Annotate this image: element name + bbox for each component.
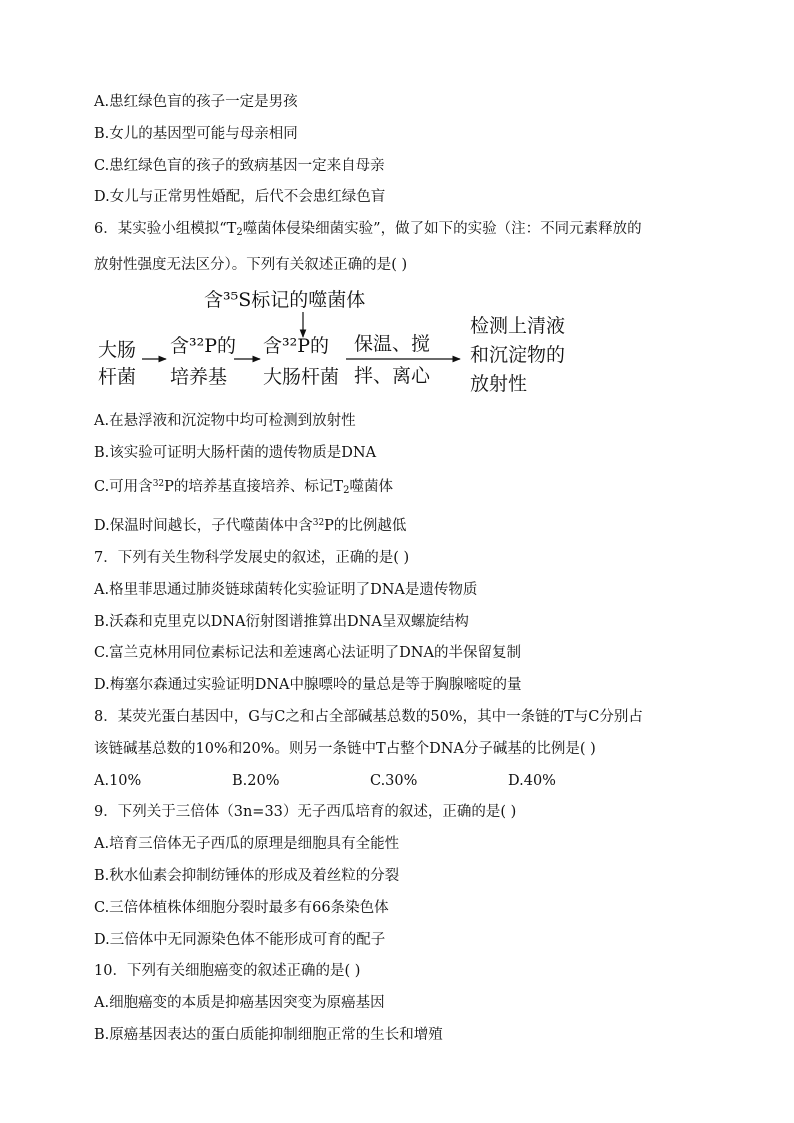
- q8-option-b: B.20%: [232, 772, 280, 789]
- q5-option-c: C.患红绿色盲的孩子的致病基因一定来自母亲: [94, 157, 385, 174]
- q8-stem-line2: 该链碱基总数的10%和20%。则另一条链中T占整个DNA分子碱基的比例是( ): [94, 740, 596, 757]
- experiment-flow-diagram: [94, 286, 714, 402]
- q9-option-a: A.培育三倍体无子西瓜的原理是细胞具有全能性: [94, 836, 400, 853]
- q5-option-a: A.患红绿色盲的孩子一定是男孩: [94, 94, 298, 110]
- q8-option-c: C.30%: [370, 772, 418, 789]
- step5-line2: 和沉淀物的: [470, 343, 566, 366]
- q7-option-d: D.梅塞尔森通过实验证明DNA中腺嘌呤的量总是等于胸腺嘧啶的量: [94, 677, 522, 694]
- step3-line1: 含³²P的: [263, 334, 330, 357]
- step3-line2: 大肠杆菌: [263, 365, 340, 388]
- step4-line1: 保温、搅: [354, 332, 431, 355]
- q6-stem: 6．某实验小组模拟“$T_2$噬菌体侵染细菌实验”，做了如下的实验（注：不同元素释放的 放射性强度无法区分）。下列有关叙述正确的是( ): [94, 221, 642, 273]
- q8-option-d: D.40%: [508, 772, 556, 789]
- q7-option-a: A.格里菲思通过肺炎链球菌转化实验证明了DNA是遗传物质: [94, 581, 478, 598]
- q5-option-d: D.女儿与正常男性婚配，后代不会患红绿色盲: [94, 189, 386, 206]
- q6-option-d: D.保温时间越长，子代噬菌体中含$^{32}$P的比例越低: [94, 518, 407, 535]
- q10-option-b: B.原癌基因表达的蛋白质能抑制细胞正常的生长和增殖: [94, 1026, 443, 1043]
- flow-diagram-svg: [94, 286, 594, 402]
- phage-label: 含³⁵S标记的噬菌体: [204, 288, 366, 311]
- q7-option-c: C.富兰克林用同位素标记法和差速离心法证明了DNA的半保留复制: [94, 645, 521, 662]
- step2-line1: 含³²P的: [170, 334, 237, 357]
- step5-line3: 放射性: [470, 372, 528, 395]
- q9-option-c: C.三倍体植株体细胞分裂时最多有66条染色体: [94, 899, 389, 916]
- q8-options: [94, 770, 714, 792]
- q7-option-b: B.沃森和克里克以DNA衍射图谱推算出DNA呈双螺旋结构: [94, 613, 469, 630]
- q7-stem: 7．下列有关生物科学发展史的叙述，正确的是( ): [94, 549, 410, 566]
- step1-line1: 大肠: [98, 338, 137, 361]
- q8-stem-line1: 8．某荧光蛋白基因中，G与C之和占全部碱基总数的50%，其中一条链的T与C分别占: [94, 708, 643, 725]
- q6-option-b: B.该实验可证明大肠杆菌的遗传物质是DNA: [94, 444, 377, 461]
- q5-option-b: B.女儿的基因型可能与母亲相同: [94, 125, 298, 142]
- q10-option-a: A.细胞癌变的本质是抑癌基因突变为原癌基因: [94, 995, 385, 1012]
- q6-option-c: C.可用含$^{32}$P的培养基直接培养、标记$T_2$噬菌体: [94, 479, 393, 497]
- exam-page: [94, 91, 714, 1056]
- step5-line1: 检测上清液: [470, 314, 566, 337]
- q9-option-d: D.三倍体中无同源染色体不能形成可育的配子: [94, 931, 386, 948]
- step1-line2: 杆菌: [98, 365, 137, 388]
- q8-option-a: A.10%: [94, 772, 142, 789]
- q6-option-a: A.在悬浮液和沉淀物中均可检测到放射性: [94, 412, 356, 429]
- q9-option-b: B.秋水仙素会抑制纺锤体的形成及着丝粒的分裂: [94, 867, 400, 884]
- step2-line2: 培养基: [170, 365, 228, 388]
- q10-stem: 10．下列有关细胞癌变的叙述正确的是( ): [94, 963, 361, 980]
- q9-stem: 9．下列关于三倍体（3n=33）无子西瓜培育的叙述，正确的是( ): [94, 804, 517, 821]
- step4-line2: 拌、离心: [354, 364, 431, 387]
